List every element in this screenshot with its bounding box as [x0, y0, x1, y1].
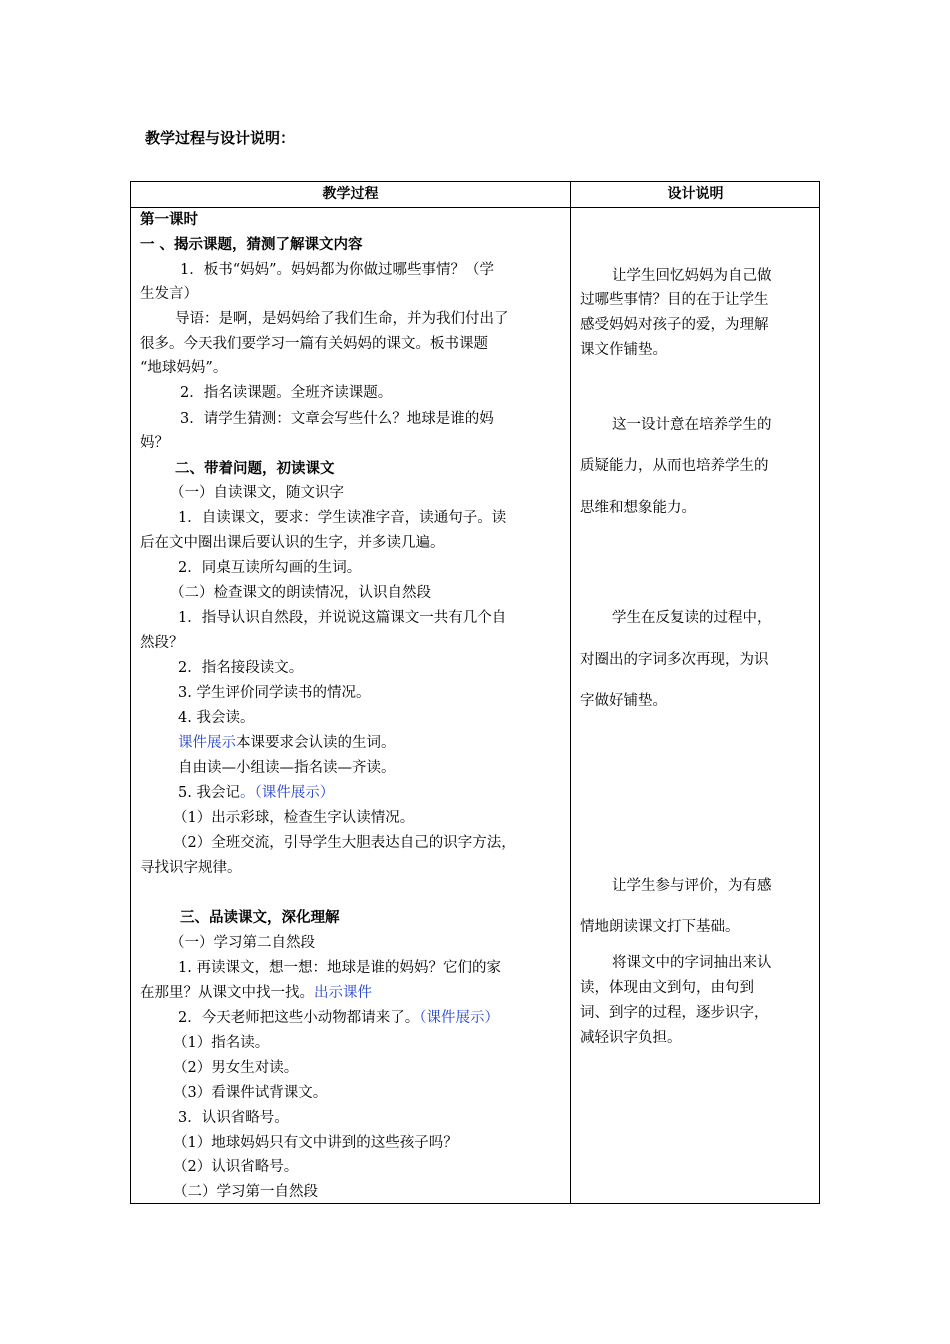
process-line: 自由读—小组读—指名读—齐读。 [178, 760, 396, 776]
process-line: （二）学习第一自然段 [173, 1184, 318, 1200]
process-line: 很多。今天我们要学习一篇有关妈妈的课文。板书课题 [140, 336, 488, 352]
lesson-table [130, 181, 820, 1204]
process-line: （1）指名读。 [173, 1035, 270, 1051]
process-text: 5. 我会记 [178, 785, 240, 801]
note-line: 情地朗读课文打下基础。 [580, 919, 740, 935]
column-divider [570, 182, 571, 1203]
process-line: “地球妈妈”。 [140, 360, 228, 376]
process-line: （2）认识省略号。 [173, 1159, 299, 1175]
process-line: 2．同桌互读所勾画的生词。 [178, 560, 362, 576]
column-header-notes: 设计说明 [667, 186, 724, 202]
process-line [140, 983, 372, 1003]
process-text: 本课要求会认读的生词。 [236, 735, 396, 751]
courseware-link[interactable]: 出示课件 [314, 985, 372, 1001]
note-line: 读，体现由文到句，由句到 [580, 980, 754, 996]
process-line: 2．指名读课题。全班齐读课题。 [180, 385, 393, 401]
process-line: 1．板书“妈妈”。妈妈都为你做过哪些事情？（学 [180, 262, 495, 278]
note-line: 对圈出的字词多次再现，为识 [580, 652, 769, 668]
process-line: 寻找识字规律。 [140, 860, 242, 876]
section-title: 三、品读课文，深化理解 [180, 910, 340, 926]
lesson-period-title: 第一课时 [140, 212, 198, 228]
note-line: 词、到字的过程，逐步识字， [580, 1005, 769, 1021]
process-line: 然段？ [140, 635, 184, 651]
courseware-link[interactable]: （课件展示） [419, 1010, 499, 1026]
process-line: 4. 我会读。 [178, 710, 255, 726]
process-line: （1）出示彩球，检查生字认读情况。 [173, 810, 415, 826]
process-line [178, 783, 334, 803]
note-line: 感受妈妈对孩子的爱，为理解 [580, 317, 769, 333]
note-line: 让学生回忆妈妈为自己做 [612, 268, 772, 284]
process-line: （1）地球妈妈只有文中讲到的这些孩子吗？ [173, 1135, 458, 1151]
process-line: 2．指名接段读文。 [178, 660, 304, 676]
process-line: 1．指导认识自然段，并说说这篇课文一共有几个自 [178, 610, 507, 626]
note-line: 课文作铺垫。 [580, 342, 667, 358]
process-line: 妈？ [140, 435, 169, 451]
note-line: 思维和想象能力。 [580, 500, 696, 516]
courseware-link[interactable]: 课件展示 [178, 735, 236, 751]
note-line: 质疑能力，从而也培养学生的 [580, 458, 769, 474]
process-line: 导语：是啊，是妈妈给了我们生命，并为我们付出了 [175, 311, 509, 327]
table-header-row [131, 182, 819, 208]
process-line: （一）自读课文，随文识字 [170, 485, 344, 501]
process-line: 3．请学生猜测：文章会写些什么？地球是谁的妈 [180, 411, 494, 427]
process-line: （3）看课件试背课文。 [173, 1085, 328, 1101]
process-line [178, 1008, 499, 1028]
note-line: 将课文中的字词抽出来认 [612, 955, 772, 971]
process-text: 2．今天老师把这些小动物都请来了。 [178, 1010, 420, 1026]
note-line: 减轻识字负担。 [580, 1030, 682, 1046]
process-line: （二）检查课文的朗读情况，认识自然段 [170, 585, 431, 601]
note-line: 让学生参与评价，为有感 [612, 878, 772, 894]
process-line: 生发言） [140, 286, 198, 302]
courseware-link[interactable]: 。（课件展示） [239, 785, 335, 801]
process-line: （2）全班交流，引导学生大胆表达自己的识字方法， [173, 835, 516, 851]
note-line: 字做好铺垫。 [580, 693, 667, 709]
column-header-process: 教学过程 [322, 186, 379, 202]
process-line [178, 733, 396, 753]
note-line: 学生在反复读的过程中， [612, 610, 772, 626]
section-heading: 教学过程与设计说明： [145, 129, 296, 147]
process-line: 3．认识省略号。 [178, 1110, 289, 1126]
process-line: 后在文中圈出课后要认识的生字，并多读几遍。 [140, 535, 445, 551]
process-line: （一）学习第二自然段 [170, 935, 315, 951]
note-line: 这一设计意在培养学生的 [612, 417, 772, 433]
note-line: 过哪些事情？目的在于让学生 [580, 292, 769, 308]
section-title: 一 、揭示课题，猜测了解课文内容 [140, 237, 363, 253]
process-line: 3. 学生评价同学读书的情况。 [178, 685, 371, 701]
process-text: 在那里？从课文中找一找。 [140, 985, 314, 1001]
process-line: 1. 再读课文，想一想：地球是谁的妈妈？它们的家 [178, 960, 501, 976]
process-line: （2）男女生对读。 [173, 1060, 299, 1076]
process-line: 1．自读课文，要求：学生读准字音，读通句子。读 [178, 510, 507, 526]
section-title: 二、带着问题，初读课文 [175, 461, 335, 477]
